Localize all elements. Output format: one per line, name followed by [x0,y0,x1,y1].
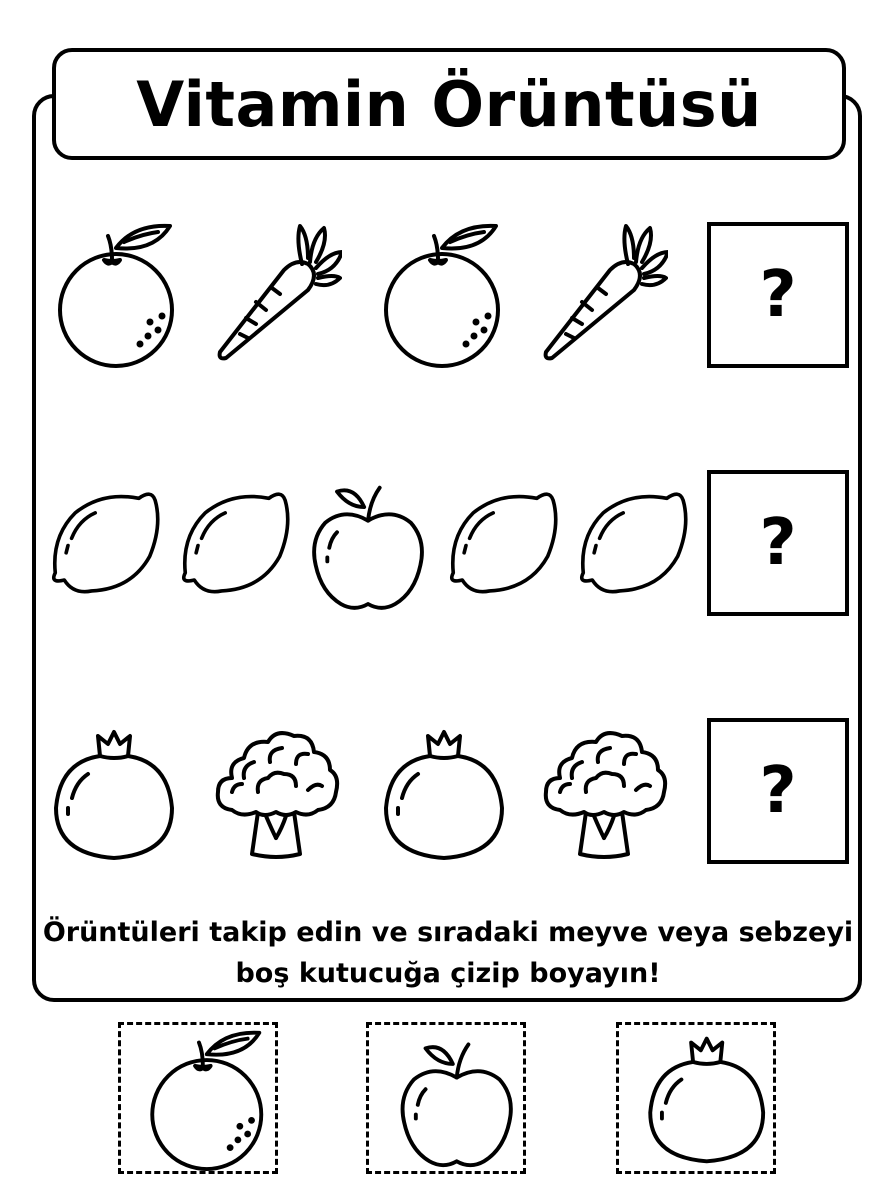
lemon-icon [446,466,564,616]
pomegranate-icon [50,718,180,868]
broccoli-icon [540,712,670,862]
pomegranate-icon [380,718,510,868]
option-orange-card[interactable] [118,1022,278,1174]
carrot-icon [212,218,342,368]
orange-icon [380,218,510,368]
lemon-icon [576,466,694,616]
answer-box-row-3[interactable] [707,718,849,864]
title-banner [52,48,846,160]
carrot-icon [538,218,668,368]
answer-box-row-2[interactable] [707,470,849,616]
orange-icon [54,218,184,368]
instructions-line-2: boş kutucuğa çizip boyayın! [235,958,661,989]
question-mark: ? [759,754,797,828]
answer-box-row-1[interactable] [707,222,849,368]
apple-icon [306,466,432,616]
instructions-line-1: Örüntüleri takip edin ve sıradaki meyve veya sebzeyi [42,917,854,948]
question-mark: ? [759,258,797,332]
instructions [40,912,856,994]
lemon-icon [178,466,296,616]
option-pomegranate-card[interactable] [616,1022,776,1174]
page-title: Vitamin Örüntüsü [136,67,762,141]
question-mark: ? [759,506,797,580]
broccoli-icon [212,712,342,862]
option-apple-card[interactable] [366,1022,526,1174]
lemon-icon [48,466,166,616]
